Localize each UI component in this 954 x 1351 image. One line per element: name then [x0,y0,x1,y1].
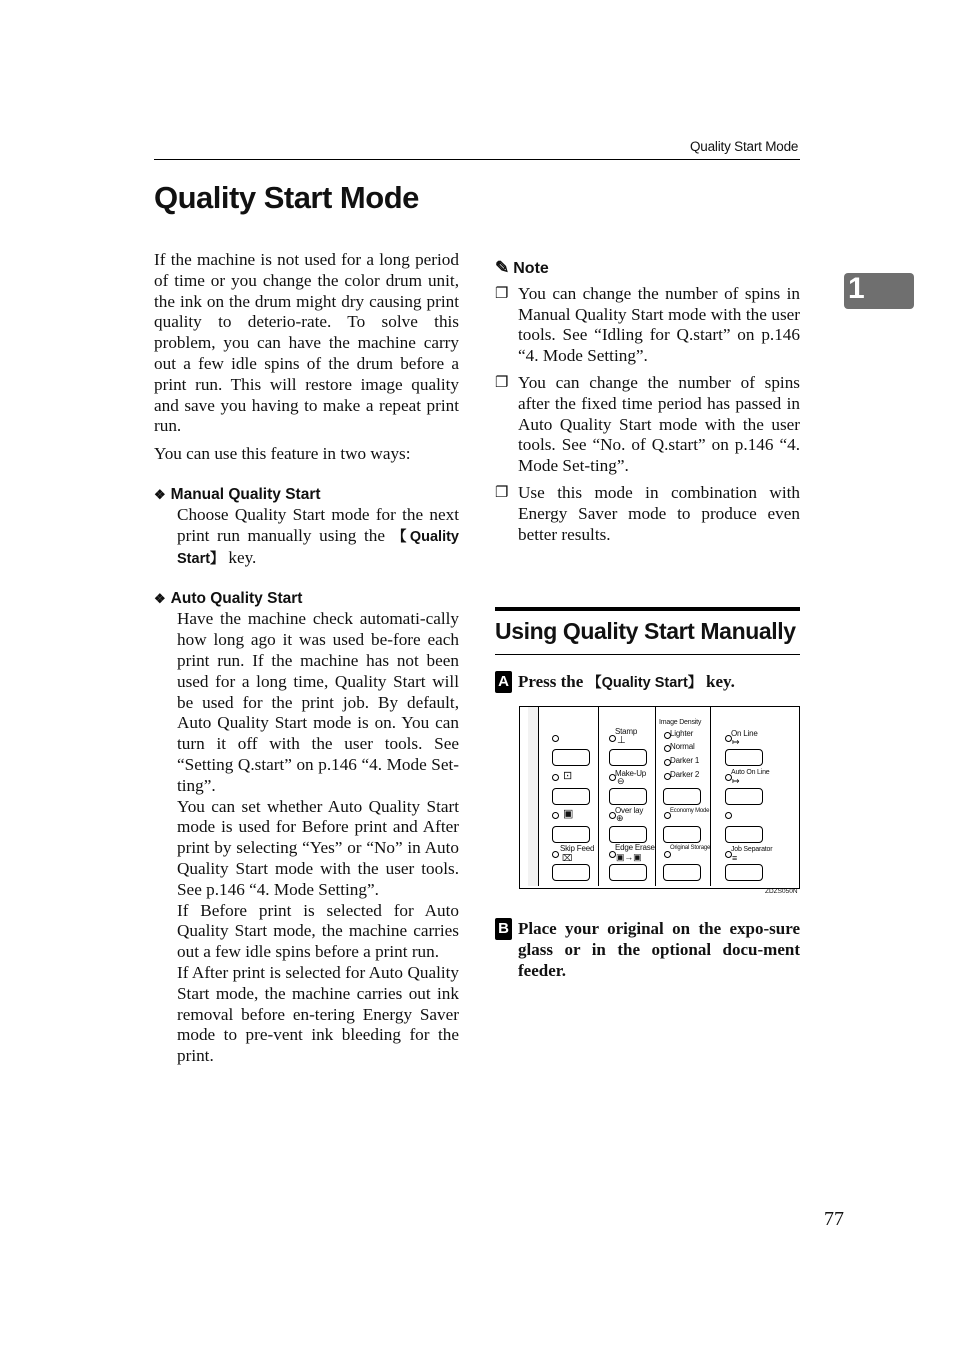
step-number-badge: A [495,671,512,693]
on-line-label: On Line [731,729,758,738]
panel-button [552,788,590,805]
indicator-led [552,735,559,742]
image-density-label: Image Density [659,719,702,726]
quality-start-key-label: Quality Start [177,528,459,567]
feature-heading-text: Auto Quality Start [170,590,303,608]
density-option: Darker 2 [670,770,700,779]
panel-button [663,864,701,881]
step-1-pre: Press the [518,672,588,691]
panel-button [725,826,763,843]
indicator-led [552,812,559,819]
step-2 [495,918,800,981]
left-column [154,250,459,1067]
panel-button [663,826,701,843]
note-item-text: You can change the number of spins after the fixed time period has passed in Auto Quality Start mode with the user tools. See “No. of Q.start” on p.146 “4. Mode Set-ting”. [518,372,800,476]
page-number: 77 [824,1208,844,1230]
stack-icon: ▣ [563,808,574,820]
indicator-led [552,851,559,858]
panel-button [552,749,590,766]
note-item-text: Use this mode in combination with Energy Saver mode to produce even better results. [518,482,800,544]
panel-column-3 [656,707,711,886]
skip-feed-label: Skip Feed [560,844,595,853]
auto-on-line-label: Auto On Line [731,769,770,776]
edge-erase-label: Edge Erase [615,843,655,852]
key-bracket-close-icon: 】 [687,675,702,691]
quality-start-key-label: Quality Start [601,675,688,691]
panel-button [725,749,763,766]
feature-heading-manual [154,485,459,505]
skip-feed-icon: ⌧ [562,853,573,863]
overlay-label: Over lay [615,806,644,815]
panel-button [609,788,647,805]
panel-column-2 [599,707,656,886]
chapter-number: 1 [848,272,865,305]
auto-paragraph: You can set whether Auto Quality Start mode is used for Before print and After print by selecting “Yes” or “No” in Auto Quality Start mode with the user tools. See p.146 “4. Mode Setting”. [177,796,459,899]
auto-paragraph: If After print is selected for Auto Quality Start mode, the machine carries out ink removal before en-tering Energy Saver mode to pre-vent ink bleeding for the print. [177,962,459,1066]
running-header: Quality Start Mode [690,139,799,154]
section-title: Using Quality Start Manually [495,618,796,644]
header-rule [154,159,800,160]
step-number-badge: B [495,918,512,940]
on-line-icon: ↦ [732,737,740,747]
stamp-label: Stamp [615,727,638,736]
panel-button [552,864,590,881]
economy-mode-label: Economy Mode [670,808,710,814]
diamond-bullet-icon: ❖ [154,591,166,607]
make-up-label: Make-Up [615,769,647,778]
panel-button [552,826,590,843]
note-item-text: You can change the number of spins in Manual Quality Start mode with the user tools. See “Idling for Q.start” on p.146 “4. Mode Setting”. [518,283,800,366]
right-column [495,258,800,551]
control-panel-illustration [519,706,800,889]
density-option: Lighter [670,729,694,738]
section-underline [495,654,800,655]
density-option: Normal [670,742,695,751]
sort-icon: ⊡ [563,770,573,782]
indicator-led [725,812,732,819]
step-2-text: Place your original on the expo-sure glass or in the optional docu-ment feeder. [518,919,800,980]
note-item [495,373,800,477]
step-1-text [518,671,800,694]
feature-body-auto [177,609,459,1067]
pencil-icon: ✎ [495,258,510,277]
indicator-led [664,851,671,858]
panel-button [725,864,763,881]
original-storage-label: Original Storage [670,845,711,851]
key-bracket-close-icon: 】 [210,550,225,567]
manual-pre: Choose Quality Start mode for the next print run manually using the [177,504,459,545]
auto-paragraph: Have the machine check automati-cally how long ago it was used be-fore each print run. If the machine has not been used for a long time, Quality Start will be used for the print job. By default, Auto Quality Start mode is on. You can turn it off with the user tools. See “Setting Q.start” on p.146 “4. Mode Set-ting”. [177,609,459,795]
panel-button [725,788,763,805]
auto-paragraph: If Before print is selected for Auto Quality Start mode, the machine carries out a few idle spins before a print run. [177,900,459,962]
checkbox-bullet-icon: ❐ [495,374,509,391]
density-option: Darker 1 [670,756,700,765]
job-separator-label: Job Separator [731,846,773,853]
note-item [495,483,800,545]
feature-heading-auto [154,589,459,609]
note-item [495,284,800,367]
chapter-tab [844,273,914,309]
checkbox-bullet-icon: ❐ [495,285,509,302]
make-up-icon: ⊖ [617,776,625,786]
indicator-led [552,774,559,781]
panel-button [663,788,701,805]
indicator-led [609,735,616,742]
edge-erase-icon: ▣→▣ [616,852,642,862]
note-heading [495,258,800,280]
job-separator-icon: ≡ [732,853,738,863]
note-heading-text: Note [513,260,549,277]
checkbox-bullet-icon: ❐ [495,484,509,501]
panel-button [609,749,647,766]
indicator-led [609,851,616,858]
key-bracket-open-icon: 【 [587,675,602,691]
panel-column-4 [711,707,797,886]
panel-button [609,864,647,881]
stamp-icon: ⊥ [617,735,626,746]
page-title: Quality Start Mode [154,180,419,215]
figure-code: ZDZS050N [765,888,798,895]
step-1-post: key. [701,672,735,691]
key-bracket-open-icon: 【 [392,528,410,545]
panel-column-1 [538,707,599,886]
feature-heading-text: Manual Quality Start [170,485,321,503]
feature-body-manual [177,505,459,569]
intro-ways: You can use this feature in two ways: [154,444,411,464]
manual-quality-start-text [177,505,459,569]
intro-paragraph: If the machine is not used for a long period of time or you change the color drum unit, the ink on the drum might dry causing print quality to deterio-rate. To solve this problem, you can have the machine carry out a few idle spins of the drum before a print run. This will restore image quality and save you having to make a repeat print run. [154,250,459,436]
diamond-bullet-icon: ❖ [154,486,166,502]
step-1 [495,671,800,694]
manual-post: key. [224,547,257,567]
panel-button [609,826,647,843]
overlay-icon: ⊕ [616,813,624,823]
auto-on-line-icon: ↦ [732,776,740,786]
section-rule [495,607,800,611]
